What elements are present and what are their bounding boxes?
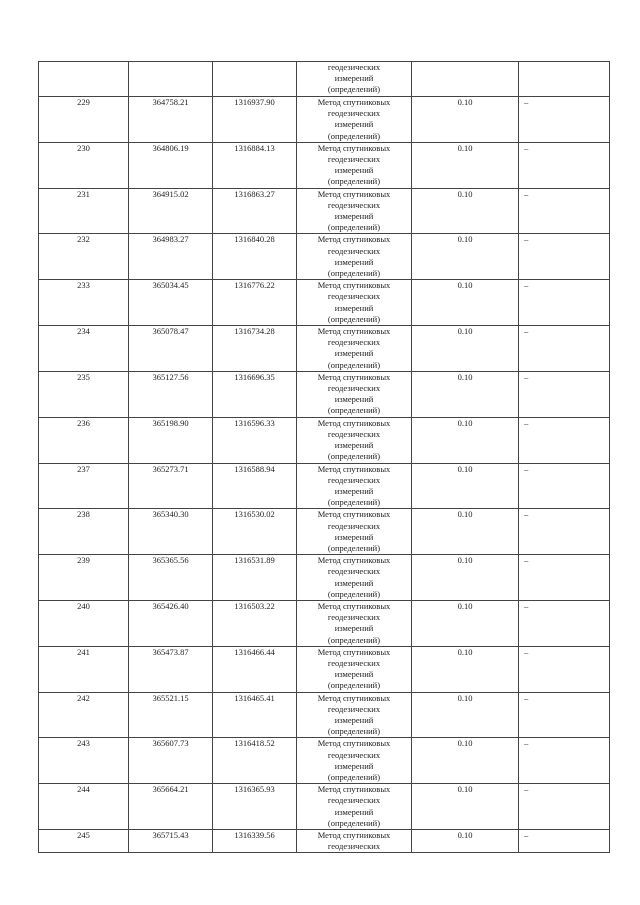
- cell-x: 365473.87: [129, 646, 213, 692]
- cell-x: 364915.02: [129, 188, 213, 234]
- table-row: [39, 555, 610, 601]
- cell-num: 235: [39, 371, 129, 417]
- cell-extra: –: [519, 234, 610, 280]
- method-line: (определений): [327, 222, 381, 233]
- table-row: [39, 600, 610, 646]
- method-line: геодезических: [327, 566, 381, 577]
- cell-x: 364806.19: [129, 142, 213, 188]
- cell-num: 242: [39, 692, 129, 738]
- method-line: Метод спутниковых: [317, 280, 391, 291]
- cell-accuracy: 0.10: [412, 234, 519, 280]
- method-line: (определений): [327, 680, 381, 691]
- table-row: [39, 692, 610, 738]
- method-line: (определений): [327, 726, 381, 737]
- cell-accuracy: 0.10: [412, 188, 519, 234]
- table-row: [39, 784, 610, 830]
- cell-method: [297, 692, 412, 738]
- method-line: измерений: [334, 623, 374, 634]
- cell-x: 365127.56: [129, 371, 213, 417]
- method-line: Метод спутниковых: [317, 463, 391, 474]
- method-line: измерений: [334, 714, 374, 725]
- cell-method: [297, 280, 412, 326]
- method-line: измерений: [334, 440, 374, 451]
- cell-y: 1316339.56: [213, 830, 297, 853]
- method-line: Метод спутниковых: [317, 417, 391, 428]
- cell-accuracy: [412, 62, 519, 97]
- cell-extra: –: [519, 646, 610, 692]
- method-line: геодезических: [327, 474, 381, 485]
- cell-y: 1316863.27: [213, 188, 297, 234]
- cell-method: [297, 62, 412, 97]
- cell-num: 240: [39, 600, 129, 646]
- method-line: геодезических: [327, 703, 381, 714]
- method-line: измерений: [334, 394, 374, 405]
- method-line: (определений): [327, 130, 381, 141]
- cell-y: 1316937.90: [213, 97, 297, 143]
- table-row: [39, 234, 610, 280]
- table-row: [39, 463, 610, 509]
- cell-method: [297, 234, 412, 280]
- method-line: (определений): [327, 405, 381, 416]
- cell-method: [297, 97, 412, 143]
- method-line: измерений: [334, 669, 374, 680]
- cell-y: 1316588.94: [213, 463, 297, 509]
- cell-accuracy: 0.10: [412, 600, 519, 646]
- table-row: [39, 97, 610, 143]
- cell-x: 365078.47: [129, 326, 213, 372]
- cell-x: 365426.40: [129, 600, 213, 646]
- cell-method: [297, 326, 412, 372]
- method-line: геодезических: [327, 62, 381, 72]
- method-line: геодезических: [327, 795, 381, 806]
- method-line: измерений: [334, 73, 374, 84]
- cell-extra: –: [519, 280, 610, 326]
- cell-num: 243: [39, 738, 129, 784]
- method-line: Метод спутниковых: [317, 142, 391, 153]
- method-line: (определений): [327, 268, 381, 279]
- method-line: (определений): [327, 451, 381, 462]
- cell-extra: –: [519, 463, 610, 509]
- cell-extra: [519, 62, 610, 97]
- cell-num: [39, 62, 129, 97]
- method-line: геодезических: [327, 245, 381, 256]
- cell-y: 1316503.22: [213, 600, 297, 646]
- cell-accuracy: 0.10: [412, 463, 519, 509]
- cell-extra: –: [519, 188, 610, 234]
- method-line: Метод спутниковых: [317, 326, 391, 337]
- cell-extra: –: [519, 555, 610, 601]
- method-line: Метод спутниковых: [317, 371, 391, 382]
- method-line: измерений: [334, 485, 374, 496]
- method-line: геодезических: [327, 199, 381, 210]
- cell-y: 1316418.52: [213, 738, 297, 784]
- cell-num: 232: [39, 234, 129, 280]
- method-line: геодезических: [327, 520, 381, 531]
- cell-y: 1316734.28: [213, 326, 297, 372]
- cell-method: [297, 830, 412, 853]
- table-row: [39, 188, 610, 234]
- method-line: (определений): [327, 817, 381, 828]
- method-line: (определений): [327, 359, 381, 370]
- method-line: геодезических: [327, 108, 381, 119]
- method-line: измерений: [334, 531, 374, 542]
- method-line: измерений: [334, 806, 374, 817]
- method-line: (определений): [327, 771, 381, 782]
- method-line: геодезических: [327, 749, 381, 760]
- table-row: [39, 738, 610, 784]
- method-line: геодезических: [327, 154, 381, 165]
- cell-extra: –: [519, 830, 610, 853]
- table-row-continued: [39, 62, 610, 97]
- cell-extra: –: [519, 738, 610, 784]
- cell-method: [297, 555, 412, 601]
- cell-method: [297, 738, 412, 784]
- cell-extra: –: [519, 371, 610, 417]
- cell-extra: –: [519, 326, 610, 372]
- cell-method: [297, 371, 412, 417]
- method-line: геодезических: [327, 612, 381, 623]
- cell-extra: –: [519, 600, 610, 646]
- method-line: геодезических: [327, 383, 381, 394]
- cell-x: 365607.73: [129, 738, 213, 784]
- method-line: геодезических: [327, 428, 381, 439]
- table-row: [39, 417, 610, 463]
- method-line: (определений): [327, 84, 381, 95]
- method-line: Метод спутниковых: [317, 830, 391, 840]
- cell-y: [213, 62, 297, 97]
- cell-method: [297, 509, 412, 555]
- coordinates-table-body: [39, 62, 610, 853]
- cell-x: 364983.27: [129, 234, 213, 280]
- cell-method: [297, 600, 412, 646]
- table-row: [39, 646, 610, 692]
- cell-accuracy: 0.10: [412, 417, 519, 463]
- cell-x: 365664.21: [129, 784, 213, 830]
- cell-extra: –: [519, 142, 610, 188]
- cell-accuracy: 0.10: [412, 646, 519, 692]
- method-line: (определений): [327, 542, 381, 553]
- cell-x: 365715.43: [129, 830, 213, 853]
- table-row: [39, 326, 610, 372]
- cell-y: 1316596.33: [213, 417, 297, 463]
- cell-num: 238: [39, 509, 129, 555]
- cell-x: 365365.56: [129, 555, 213, 601]
- method-line: (определений): [327, 497, 381, 508]
- method-line: измерений: [334, 302, 374, 313]
- cell-extra: –: [519, 784, 610, 830]
- cell-num: 230: [39, 142, 129, 188]
- method-line: Метод спутниковых: [317, 646, 391, 657]
- cell-extra: –: [519, 97, 610, 143]
- table-row: [39, 830, 610, 853]
- cell-x: 365198.90: [129, 417, 213, 463]
- method-line: (определений): [327, 634, 381, 645]
- cell-x: [129, 62, 213, 97]
- method-line: (определений): [327, 176, 381, 187]
- cell-num: 245: [39, 830, 129, 853]
- method-line: Метод спутниковых: [317, 692, 391, 703]
- method-line: (определений): [327, 313, 381, 324]
- cell-num: 239: [39, 555, 129, 601]
- cell-extra: –: [519, 509, 610, 555]
- cell-accuracy: 0.10: [412, 830, 519, 853]
- cell-method: [297, 463, 412, 509]
- cell-method: [297, 142, 412, 188]
- cell-method: [297, 188, 412, 234]
- cell-method: [297, 646, 412, 692]
- cell-extra: –: [519, 417, 610, 463]
- coordinates-table: [38, 61, 610, 853]
- method-line: геодезических: [327, 291, 381, 302]
- cell-accuracy: 0.10: [412, 784, 519, 830]
- cell-num: 244: [39, 784, 129, 830]
- cell-accuracy: 0.10: [412, 280, 519, 326]
- cell-num: 231: [39, 188, 129, 234]
- method-line: Метод спутниковых: [317, 600, 391, 611]
- cell-num: 233: [39, 280, 129, 326]
- cell-y: 1316530.02: [213, 509, 297, 555]
- cell-method: [297, 784, 412, 830]
- cell-accuracy: 0.10: [412, 738, 519, 784]
- cell-method: [297, 417, 412, 463]
- cell-y: 1316884.13: [213, 142, 297, 188]
- cell-accuracy: 0.10: [412, 692, 519, 738]
- cell-x: 365273.71: [129, 463, 213, 509]
- table-row: [39, 371, 610, 417]
- cell-x: 364758.21: [129, 97, 213, 143]
- cell-y: 1316365.93: [213, 784, 297, 830]
- method-line: геодезических: [327, 657, 381, 668]
- method-line: Метод спутниковых: [317, 555, 391, 566]
- method-line: измерений: [334, 211, 374, 222]
- cell-accuracy: 0.10: [412, 97, 519, 143]
- cell-x: 365340.30: [129, 509, 213, 555]
- cell-num: 241: [39, 646, 129, 692]
- method-line: измерений: [334, 165, 374, 176]
- cell-x: 365034.45: [129, 280, 213, 326]
- table-row: [39, 142, 610, 188]
- method-line: (определений): [327, 588, 381, 599]
- method-line: измерений: [334, 348, 374, 359]
- method-line: измерений: [334, 256, 374, 267]
- cell-accuracy: 0.10: [412, 326, 519, 372]
- cell-y: 1316465.41: [213, 692, 297, 738]
- table-row: [39, 280, 610, 326]
- method-line: Метод спутниковых: [317, 738, 391, 749]
- cell-y: 1316840.28: [213, 234, 297, 280]
- cell-y: 1316531.89: [213, 555, 297, 601]
- table-row: [39, 509, 610, 555]
- method-line: Метод спутниковых: [317, 509, 391, 520]
- cell-accuracy: 0.10: [412, 142, 519, 188]
- cell-accuracy: 0.10: [412, 509, 519, 555]
- cell-num: 236: [39, 417, 129, 463]
- method-line: измерений: [334, 577, 374, 588]
- method-line: Метод спутниковых: [317, 97, 391, 107]
- method-line: Метод спутниковых: [317, 784, 391, 795]
- cell-y: 1316776.22: [213, 280, 297, 326]
- cell-num: 237: [39, 463, 129, 509]
- method-line: измерений: [334, 119, 374, 130]
- cell-x: 365521.15: [129, 692, 213, 738]
- cell-extra: –: [519, 692, 610, 738]
- cell-num: 234: [39, 326, 129, 372]
- method-line: Метод спутниковых: [317, 234, 391, 245]
- cell-y: 1316466.44: [213, 646, 297, 692]
- cell-accuracy: 0.10: [412, 371, 519, 417]
- method-line: геодезических: [327, 841, 381, 852]
- cell-accuracy: 0.10: [412, 555, 519, 601]
- cell-y: 1316696.35: [213, 371, 297, 417]
- method-line: геодезических: [327, 337, 381, 348]
- method-line: Метод спутниковых: [317, 188, 391, 199]
- cell-num: 229: [39, 97, 129, 143]
- method-line: измерений: [334, 760, 374, 771]
